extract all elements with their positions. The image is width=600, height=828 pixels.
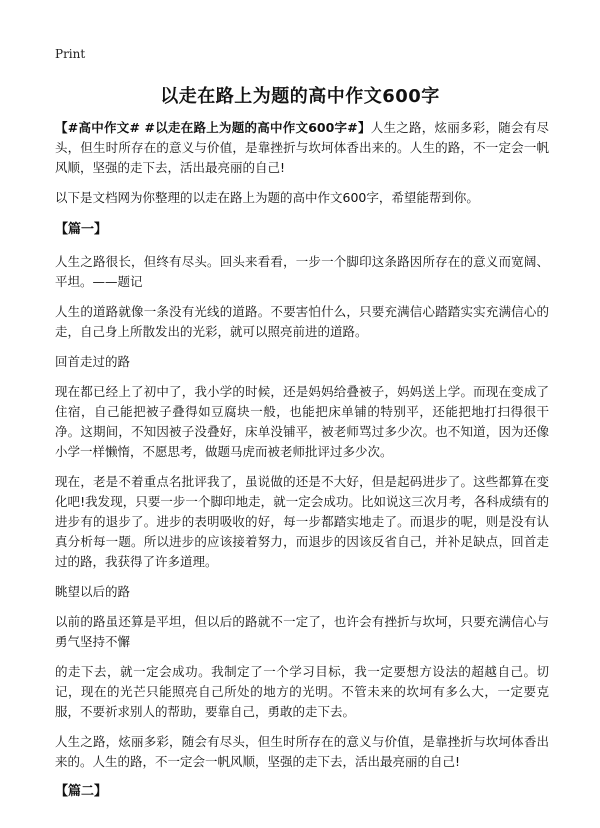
section-heading-2: 【篇二】 [55,784,108,799]
paragraph-7: 人生之路，炫丽多彩，随会有尽头，但生时所存在的意义与价值，是靠挫折与坎坷体香出来的。人生的路，不一定会一帆风顺，坚强的走下去，活出最亮丽的自己! [55,734,549,769]
article-body [55,118,549,814]
lead-paragraph: 以下是文档网为你整理的以走在路上为题的高中作文600字，希望能帮到你。 [55,190,479,205]
section-heading-1: 【篇一】 [55,222,108,237]
intro-text: 人生之路，炫丽多彩，随会有尽头，但生时所存在的意义与价值，是靠挫折与坎坷体香出来的。人生的路，不一定会一帆风顺，坚强的走下去，活出最亮丽的自己! [55,120,549,175]
intro-paragraph [55,118,549,178]
paragraph-2: 人生的道路就像一条没有光线的道路。不要害怕什么，只要充满信心踏踏实实充满信心的走，自己身上所散发出的光彩，就可以照亮前进的道路。 [55,304,549,339]
paragraph-4: 现在，老是不着重点名批评我了，虽说做的还是不大好，但是起码进步了。这些都算在变化吧!我发现，只要一步一个脚印地走，就一定会成功。比如说这三次月考，各科成绩有的进步有的退步了。进步的表明吸收的好，每一步都踏实地走了。而退步的呢，则是没有认真分析每一题。所以进步的应该接着努力，而退步的因该反省自己，并补足缺点，回首走过的路，我获得了许多道理。 [55,474,549,569]
paragraph-6: 的走下去，就一定会成功。我制定了一个学习目标，我一定要想方设法的超越自己。切记，现在的光芒只能照亮自己所处的地方的光明。不管未来的坎坷有多么大，一定要克服，不要祈求别人的帮助，要靠自己，勇敢的走下去。 [55,664,549,719]
intro-tag: 【#高中作文# #以走在路上为题的高中作文600字#】 [55,120,371,135]
page-title: 以走在路上为题的高中作文600字 [160,86,440,107]
paragraph-1: 人生之路很长，但终有尽头。回头来看看，一步一个脚印这条路因所存在的意义而宽阔、平坦。——题记 [55,254,549,289]
print-link[interactable]: Print [55,47,86,61]
paragraph-3: 现在都已经上了初中了，我小学的时候，还是妈妈给叠被子，妈妈送上学。而现在变成了住宿，自己能把被子叠得如豆腐块一般，也能把床单铺的特别平，还能把地打扫得很干净。这期间，不知因被子没叠好，床单没铺平，被老师骂过多少次。也不知道，因为还像小学一样懒惰，不愿思考，做题马虎而被老师批评过多少次。 [55,384,549,459]
subheading-look-back: 回首走过的路 [55,354,131,369]
paragraph-5: 以前的路虽还算是平坦，但以后的路就不一定了，也许会有挫折与坎坷，只要充满信心与勇气坚持不懈 [55,614,549,649]
subheading-look-ahead: 眺望以后的路 [55,584,131,599]
